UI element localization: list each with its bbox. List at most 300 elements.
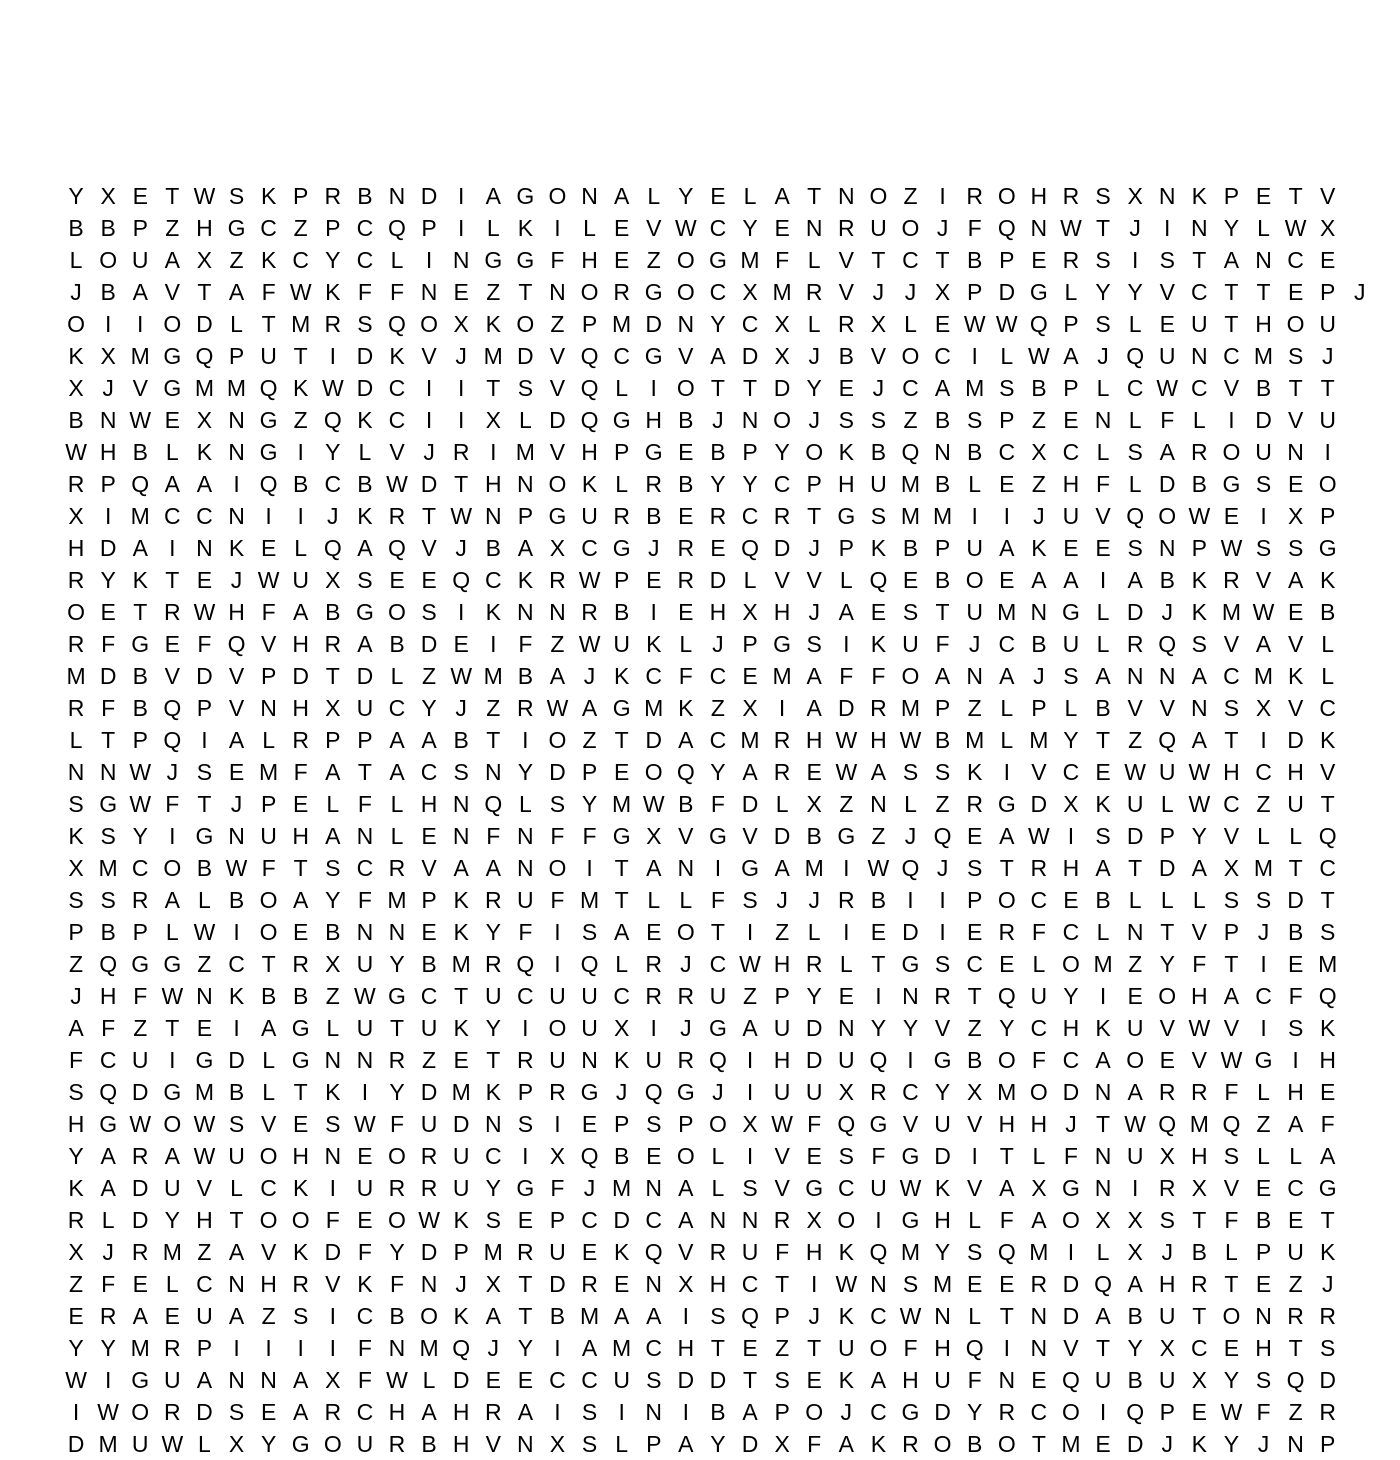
letter-cell[interactable]: Q	[901, 855, 920, 881]
letter-cell[interactable]: A	[132, 279, 148, 305]
letter-cell[interactable]: W	[963, 311, 986, 337]
letter-cell[interactable]: W	[129, 759, 152, 785]
letter-cell[interactable]: F	[101, 1271, 116, 1297]
letter-cell[interactable]: A	[228, 727, 245, 753]
letter-cell[interactable]: G	[259, 407, 278, 433]
letter-cell[interactable]: O	[676, 279, 695, 305]
letter-cell[interactable]: J	[615, 1079, 628, 1105]
letter-cell[interactable]: A	[68, 1015, 84, 1041]
letter-cell[interactable]: B	[806, 823, 822, 849]
letter-cell[interactable]: M	[997, 599, 1017, 625]
letter-cell[interactable]: L	[1096, 1239, 1110, 1265]
letter-cell[interactable]: A	[293, 887, 309, 913]
letter-cell[interactable]: W	[386, 1367, 408, 1393]
letter-cell[interactable]: C	[388, 375, 406, 401]
letter-cell[interactable]: Z	[967, 695, 982, 721]
letter-cell[interactable]: T	[325, 663, 340, 689]
letter-cell[interactable]: I	[522, 1015, 529, 1041]
letter-cell[interactable]: C	[1319, 855, 1337, 881]
letter-cell[interactable]: V	[260, 631, 277, 657]
letter-cell[interactable]: T	[1224, 727, 1239, 753]
letter-cell[interactable]: S	[1255, 471, 1272, 497]
letter-cell[interactable]: S	[1159, 247, 1175, 273]
letter-cell[interactable]: J	[904, 823, 917, 849]
letter-cell[interactable]: E	[1255, 183, 1272, 209]
letter-cell[interactable]: V	[1223, 375, 1240, 401]
letter-cell[interactable]: M	[612, 311, 632, 337]
letter-cell[interactable]: K	[517, 567, 534, 593]
letter-cell[interactable]: L	[1257, 215, 1270, 241]
letter-cell[interactable]: W	[1188, 503, 1211, 529]
letter-cell[interactable]: M	[772, 279, 792, 305]
letter-cell[interactable]: Z	[261, 1303, 276, 1329]
letter-cell[interactable]: L	[904, 791, 917, 817]
letter-cell[interactable]: K	[870, 535, 887, 561]
letter-cell[interactable]: F	[69, 1047, 84, 1073]
letter-cell[interactable]: Q	[997, 215, 1016, 241]
letter-cell[interactable]: S	[1127, 535, 1143, 561]
letter-cell[interactable]: H	[67, 535, 85, 561]
letter-cell[interactable]: B	[678, 407, 694, 433]
letter-cell[interactable]: I	[778, 695, 786, 721]
letter-cell[interactable]: T	[999, 1303, 1014, 1329]
letter-cell[interactable]: H	[292, 695, 310, 721]
letter-cell[interactable]: U	[870, 1175, 887, 1201]
letter-cell[interactable]: T	[101, 727, 116, 753]
letter-cell[interactable]: N	[67, 759, 85, 785]
letter-cell[interactable]: B	[100, 279, 116, 305]
letter-cell[interactable]: W	[1124, 1111, 1146, 1137]
letter-cell[interactable]: I	[233, 919, 240, 945]
letter-cell[interactable]: Q	[1318, 983, 1337, 1009]
letter-cell[interactable]: E	[678, 439, 694, 465]
letter-cell[interactable]: O	[323, 1431, 342, 1457]
letter-cell[interactable]: V	[1127, 695, 1143, 721]
letter-cell[interactable]: L	[711, 1143, 725, 1169]
letter-cell[interactable]: J	[327, 503, 339, 529]
letter-cell[interactable]: R	[517, 695, 534, 721]
letter-cell[interactable]: E	[999, 567, 1015, 593]
letter-cell[interactable]: I	[907, 887, 914, 913]
letter-cell[interactable]: B	[934, 727, 951, 753]
letter-cell[interactable]: F	[710, 887, 725, 913]
letter-cell[interactable]: C	[773, 471, 791, 497]
letter-cell[interactable]: R	[517, 1239, 534, 1265]
letter-cell[interactable]: K	[838, 1303, 854, 1329]
letter-cell[interactable]: U	[164, 1175, 181, 1201]
letter-cell[interactable]: C	[1062, 439, 1080, 465]
letter-cell[interactable]: M	[965, 375, 985, 401]
letter-cell[interactable]: C	[517, 983, 534, 1009]
letter-cell[interactable]: N	[1126, 663, 1144, 689]
letter-cell[interactable]: T	[1192, 1207, 1207, 1233]
letter-cell[interactable]: G	[644, 279, 663, 305]
letter-cell[interactable]: A	[164, 247, 180, 273]
letter-cell[interactable]: C	[420, 983, 438, 1009]
letter-cell[interactable]: T	[742, 375, 758, 401]
letter-cell[interactable]: R	[452, 439, 470, 465]
letter-cell[interactable]: U	[1126, 1015, 1144, 1041]
letter-cell[interactable]: A	[293, 1367, 309, 1393]
letter-cell[interactable]: B	[646, 503, 662, 529]
letter-cell[interactable]: D	[131, 1207, 149, 1233]
letter-cell[interactable]: Y	[68, 183, 84, 209]
letter-cell[interactable]: A	[806, 663, 822, 689]
letter-cell[interactable]: G	[676, 1079, 695, 1105]
letter-cell[interactable]: T	[999, 855, 1014, 881]
letter-cell[interactable]: U	[1191, 311, 1208, 337]
letter-cell[interactable]: Q	[1158, 631, 1177, 657]
letter-cell[interactable]: G	[516, 1175, 535, 1201]
letter-cell[interactable]: R	[388, 1175, 406, 1201]
letter-cell[interactable]: L	[1289, 823, 1302, 849]
letter-cell[interactable]: Y	[485, 1175, 501, 1201]
letter-cell[interactable]: A	[164, 471, 180, 497]
letter-cell[interactable]: G	[612, 695, 631, 721]
letter-cell[interactable]: E	[1159, 1047, 1175, 1073]
letter-cell[interactable]: O	[1222, 439, 1241, 465]
letter-cell[interactable]: T	[165, 183, 180, 209]
letter-cell[interactable]: U	[1126, 1143, 1144, 1169]
letter-cell[interactable]: R	[1223, 567, 1240, 593]
letter-cell[interactable]: N	[741, 407, 759, 433]
letter-cell[interactable]: Q	[901, 439, 920, 465]
letter-cell[interactable]: U	[1062, 503, 1080, 529]
letter-cell[interactable]: R	[805, 279, 823, 305]
letter-cell[interactable]: W	[129, 407, 152, 433]
letter-cell[interactable]: W	[450, 503, 473, 529]
letter-cell[interactable]: C	[356, 1303, 374, 1329]
letter-cell[interactable]: A	[1223, 983, 1240, 1009]
letter-cell[interactable]: C	[1287, 247, 1304, 273]
letter-cell[interactable]: Q	[516, 951, 535, 977]
letter-cell[interactable]: A	[485, 183, 501, 209]
letter-cell[interactable]: E	[1031, 1367, 1047, 1393]
letter-cell[interactable]: F	[1256, 1399, 1271, 1425]
letter-cell[interactable]: E	[1287, 1207, 1304, 1233]
letter-cell[interactable]: E	[710, 183, 726, 209]
letter-cell[interactable]: G	[291, 1015, 310, 1041]
letter-cell[interactable]: U	[613, 1367, 630, 1393]
letter-cell[interactable]: D	[805, 1047, 823, 1073]
letter-cell[interactable]: Y	[1063, 983, 1079, 1009]
letter-cell[interactable]: K	[1191, 567, 1207, 593]
letter-cell[interactable]: R	[388, 855, 406, 881]
letter-cell[interactable]: E	[1063, 407, 1079, 433]
letter-cell[interactable]: B	[357, 471, 373, 497]
letter-cell[interactable]: W	[257, 567, 280, 593]
letter-cell[interactable]: G	[612, 823, 631, 849]
letter-cell[interactable]: T	[1288, 1335, 1303, 1361]
letter-cell[interactable]: O	[388, 599, 406, 625]
letter-cell[interactable]: I	[586, 855, 593, 881]
letter-cell[interactable]: G	[1318, 535, 1337, 561]
letter-cell[interactable]: L	[679, 887, 693, 913]
letter-cell[interactable]: O	[259, 887, 278, 913]
letter-cell[interactable]: I	[522, 727, 529, 753]
letter-cell[interactable]: B	[325, 599, 341, 625]
letter-cell[interactable]: E	[517, 1207, 534, 1233]
letter-cell[interactable]: E	[1223, 503, 1240, 529]
letter-cell[interactable]: A	[1191, 727, 1207, 753]
letter-cell[interactable]: I	[907, 1047, 914, 1073]
letter-cell[interactable]: N	[837, 1015, 855, 1041]
letter-cell[interactable]: Y	[774, 439, 790, 465]
letter-cell[interactable]: Y	[100, 1335, 116, 1361]
letter-cell[interactable]: P	[1320, 503, 1336, 529]
letter-cell[interactable]: H	[837, 471, 855, 497]
letter-cell[interactable]: A	[1287, 1111, 1304, 1137]
letter-cell[interactable]: S	[517, 1111, 534, 1137]
letter-cell[interactable]: B	[967, 247, 983, 273]
letter-cell[interactable]: L	[422, 1367, 436, 1393]
letter-cell[interactable]: U	[356, 1175, 374, 1201]
letter-cell[interactable]: C	[998, 631, 1016, 657]
letter-cell[interactable]: A	[164, 887, 180, 913]
letter-cell[interactable]: L	[1128, 471, 1142, 497]
letter-cell[interactable]: C	[645, 663, 663, 689]
letter-cell[interactable]: Y	[325, 887, 341, 913]
letter-cell[interactable]: U	[870, 215, 887, 241]
letter-cell[interactable]: I	[169, 535, 176, 561]
letter-cell[interactable]: I	[746, 1079, 754, 1105]
letter-cell[interactable]: V	[742, 823, 758, 849]
letter-cell[interactable]: U	[1094, 1367, 1112, 1393]
letter-cell[interactable]: T	[165, 567, 180, 593]
letter-cell[interactable]: J	[166, 759, 179, 785]
letter-cell[interactable]: S	[1287, 535, 1304, 561]
letter-cell[interactable]: M	[932, 503, 953, 529]
letter-cell[interactable]: K	[228, 535, 245, 561]
letter-cell[interactable]: Q	[580, 375, 599, 401]
letter-cell[interactable]: B	[838, 343, 854, 369]
letter-cell[interactable]: M	[1318, 951, 1338, 977]
letter-cell[interactable]: X	[196, 407, 213, 433]
letter-cell[interactable]: U	[196, 1303, 213, 1329]
letter-cell[interactable]: J	[102, 375, 114, 401]
letter-cell[interactable]: I	[361, 1079, 369, 1105]
letter-cell[interactable]: U	[1287, 1239, 1304, 1265]
letter-cell[interactable]: Z	[775, 919, 790, 945]
letter-cell[interactable]: N	[1030, 215, 1048, 241]
letter-cell[interactable]: E	[100, 599, 116, 625]
letter-cell[interactable]: W	[1220, 1399, 1243, 1425]
letter-cell[interactable]: X	[228, 1431, 245, 1457]
letter-cell[interactable]: R	[324, 1399, 342, 1425]
letter-cell[interactable]: P	[1320, 1431, 1336, 1457]
letter-cell[interactable]: Z	[582, 727, 597, 753]
letter-cell[interactable]: V	[421, 855, 437, 881]
letter-cell[interactable]: P	[325, 727, 341, 753]
letter-cell[interactable]: T	[871, 951, 886, 977]
letter-cell[interactable]: M	[1029, 727, 1049, 753]
letter-cell[interactable]: G	[869, 1111, 888, 1137]
letter-cell[interactable]: C	[581, 535, 598, 561]
letter-cell[interactable]: H	[1191, 983, 1208, 1009]
letter-cell[interactable]: V	[1159, 695, 1175, 721]
letter-cell[interactable]: C	[709, 215, 727, 241]
letter-cell[interactable]: H	[1319, 1047, 1337, 1073]
letter-cell[interactable]: A	[1127, 1079, 1143, 1105]
letter-cell[interactable]: H	[1062, 855, 1080, 881]
letter-cell[interactable]: N	[1287, 1431, 1304, 1457]
letter-cell[interactable]: P	[1159, 823, 1175, 849]
letter-cell[interactable]: M	[900, 471, 921, 497]
letter-cell[interactable]: R	[292, 951, 310, 977]
letter-cell[interactable]: Q	[323, 407, 342, 433]
letter-cell[interactable]: C	[196, 503, 213, 529]
letter-cell[interactable]: I	[971, 343, 978, 369]
letter-cell[interactable]: A	[838, 599, 854, 625]
letter-cell[interactable]: S	[1191, 631, 1207, 657]
letter-cell[interactable]: K	[68, 823, 84, 849]
letter-cell[interactable]: T	[1288, 855, 1303, 881]
letter-cell[interactable]: R	[581, 599, 598, 625]
letter-cell[interactable]: R	[292, 727, 310, 753]
letter-cell[interactable]: N	[1030, 1303, 1048, 1329]
letter-cell[interactable]: F	[871, 1143, 886, 1169]
letter-cell[interactable]: K	[838, 1367, 854, 1393]
letter-cell[interactable]: P	[325, 215, 341, 241]
letter-cell[interactable]: I	[104, 503, 112, 529]
letter-cell[interactable]: E	[870, 599, 887, 625]
letter-cell[interactable]: I	[297, 1335, 304, 1361]
letter-cell[interactable]: B	[1127, 1303, 1143, 1329]
letter-cell[interactable]: K	[1287, 663, 1304, 689]
letter-cell[interactable]: A	[1063, 567, 1079, 593]
letter-cell[interactable]: J	[808, 1303, 820, 1329]
letter-cell[interactable]: J	[1033, 503, 1045, 529]
letter-cell[interactable]: S	[485, 1207, 501, 1233]
letter-cell[interactable]: D	[902, 919, 919, 945]
letter-cell[interactable]: J	[230, 791, 243, 817]
letter-cell[interactable]: L	[390, 823, 404, 849]
letter-cell[interactable]: O	[548, 1015, 567, 1041]
letter-cell[interactable]: V	[774, 567, 790, 593]
letter-cell[interactable]: H	[260, 1271, 277, 1297]
letter-cell[interactable]: G	[355, 599, 374, 625]
letter-cell[interactable]: U	[709, 983, 727, 1009]
letter-cell[interactable]: I	[682, 1399, 690, 1425]
letter-cell[interactable]: F	[1224, 1079, 1239, 1105]
letter-cell[interactable]: K	[485, 599, 501, 625]
letter-cell[interactable]: X	[549, 1431, 566, 1457]
letter-cell[interactable]: Z	[550, 311, 565, 337]
letter-cell[interactable]: P	[774, 1303, 790, 1329]
letter-cell[interactable]: H	[902, 1367, 919, 1393]
letter-cell[interactable]: U	[131, 1047, 149, 1073]
letter-cell[interactable]: H	[998, 1111, 1016, 1137]
letter-cell[interactable]: A	[678, 1431, 694, 1457]
letter-cell[interactable]: F	[389, 1111, 405, 1137]
letter-cell[interactable]: K	[453, 1303, 469, 1329]
letter-cell[interactable]: L	[165, 439, 179, 465]
letter-cell[interactable]: Q	[99, 951, 118, 977]
letter-cell[interactable]: O	[1062, 1207, 1080, 1233]
letter-cell[interactable]: A	[100, 1143, 116, 1169]
letter-cell[interactable]: H	[773, 599, 791, 625]
letter-cell[interactable]: C	[902, 1079, 919, 1105]
letter-cell[interactable]: G	[131, 631, 150, 657]
letter-cell[interactable]: B	[613, 599, 630, 625]
letter-cell[interactable]: F	[871, 663, 886, 689]
letter-cell[interactable]: A	[389, 759, 405, 785]
letter-cell[interactable]: G	[131, 1367, 150, 1393]
letter-cell[interactable]: K	[485, 311, 501, 337]
letter-cell[interactable]: L	[1000, 695, 1014, 721]
letter-cell[interactable]: V	[549, 439, 566, 465]
letter-cell[interactable]: N	[484, 503, 502, 529]
letter-cell[interactable]: C	[1223, 791, 1240, 817]
letter-cell[interactable]: R	[324, 183, 342, 209]
letter-cell[interactable]: M	[451, 1079, 471, 1105]
letter-cell[interactable]: J	[808, 407, 820, 433]
letter-cell[interactable]: Z	[935, 791, 950, 817]
letter-cell[interactable]: M	[291, 311, 311, 337]
letter-cell[interactable]: F	[967, 215, 982, 241]
letter-cell[interactable]: T	[1096, 215, 1111, 241]
letter-cell[interactable]: N	[645, 1399, 663, 1425]
letter-cell[interactable]: E	[228, 759, 245, 785]
letter-cell[interactable]: D	[741, 791, 759, 817]
letter-cell[interactable]: X	[838, 1079, 854, 1105]
letter-cell[interactable]: Y	[68, 1143, 84, 1169]
letter-cell[interactable]: B	[1191, 471, 1207, 497]
letter-cell[interactable]: G	[773, 631, 792, 657]
letter-cell[interactable]: X	[68, 1239, 84, 1265]
letter-cell[interactable]: M	[804, 855, 824, 881]
letter-cell[interactable]: C	[741, 1271, 759, 1297]
letter-cell[interactable]: C	[131, 855, 149, 881]
letter-cell[interactable]: E	[421, 919, 437, 945]
letter-cell[interactable]: D	[356, 375, 374, 401]
letter-cell[interactable]: D	[356, 663, 374, 689]
letter-cell[interactable]: A	[1095, 1303, 1111, 1329]
letter-cell[interactable]: W	[1188, 791, 1211, 817]
letter-cell[interactable]: V	[260, 1111, 277, 1137]
letter-cell[interactable]: C	[388, 695, 406, 721]
letter-cell[interactable]: F	[357, 791, 372, 817]
letter-cell[interactable]: R	[164, 599, 181, 625]
letter-cell[interactable]: A	[1159, 439, 1175, 465]
letter-cell[interactable]: N	[902, 983, 919, 1009]
letter-cell[interactable]: C	[356, 1399, 374, 1425]
letter-cell[interactable]: L	[1064, 695, 1078, 721]
letter-cell[interactable]: J	[583, 663, 596, 689]
letter-cell[interactable]: H	[1287, 1079, 1304, 1105]
letter-cell[interactable]: A	[260, 1015, 277, 1041]
letter-cell[interactable]: N	[228, 407, 245, 433]
letter-cell[interactable]: P	[613, 439, 630, 465]
letter-cell[interactable]: Q	[323, 535, 342, 561]
letter-cell[interactable]: T	[518, 1271, 533, 1297]
letter-cell[interactable]: H	[581, 439, 598, 465]
letter-cell[interactable]: T	[807, 1335, 822, 1361]
letter-cell[interactable]: D	[324, 1239, 342, 1265]
letter-cell[interactable]: Q	[580, 343, 599, 369]
letter-cell[interactable]: X	[325, 1367, 341, 1393]
letter-cell[interactable]: R	[773, 503, 791, 529]
letter-cell[interactable]: G	[163, 343, 182, 369]
letter-cell[interactable]: T	[1288, 375, 1303, 401]
letter-cell[interactable]: O	[644, 759, 663, 785]
letter-cell[interactable]: K	[260, 183, 277, 209]
letter-cell[interactable]: S	[325, 855, 341, 881]
letter-cell[interactable]: C	[1030, 1399, 1048, 1425]
letter-cell[interactable]: I	[137, 311, 144, 337]
letter-cell[interactable]: K	[1191, 1431, 1207, 1457]
letter-cell[interactable]: N	[484, 1111, 502, 1137]
